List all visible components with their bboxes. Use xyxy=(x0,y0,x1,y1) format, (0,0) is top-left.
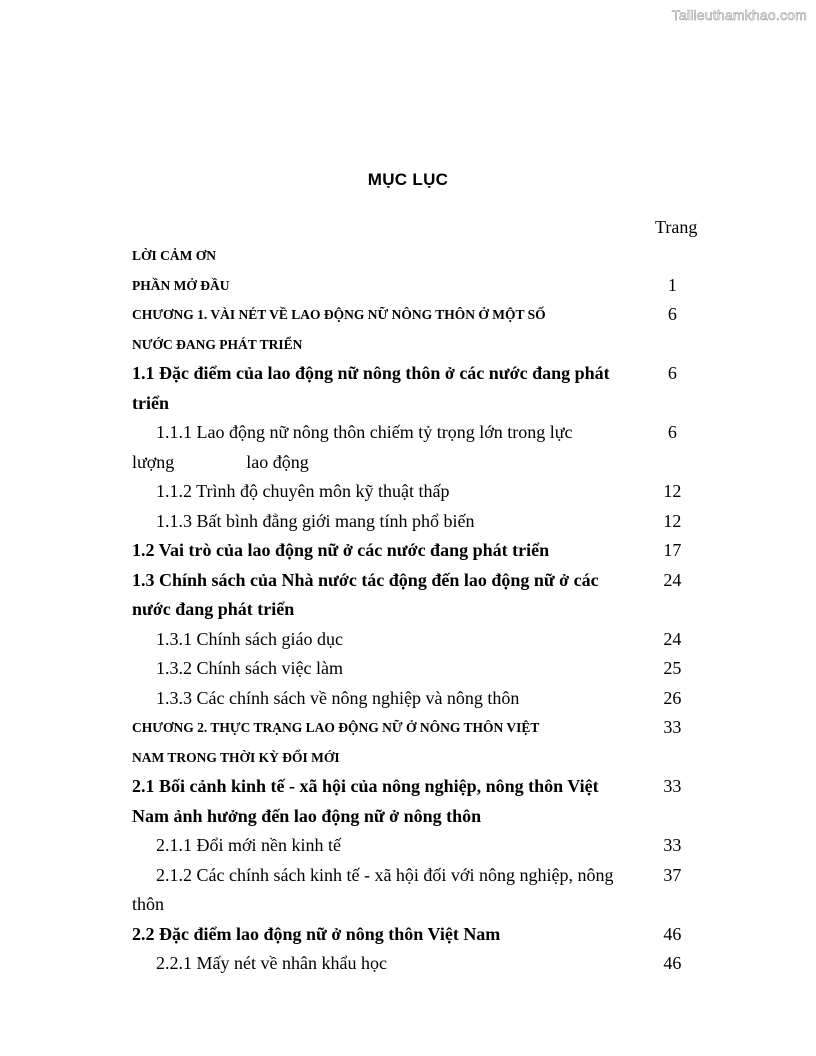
toc-entry xyxy=(132,241,702,271)
toc-entry-text xyxy=(132,654,625,684)
toc-page-number: 12 xyxy=(663,510,682,531)
toc-entry-line: NAM TRONG THỜI KỲ ĐỔI MỚI xyxy=(132,749,340,765)
toc-entry xyxy=(132,418,702,477)
toc-entry xyxy=(132,536,702,566)
toc-entry-line: lượng lao động xyxy=(132,451,309,472)
toc-entry-text xyxy=(132,625,625,655)
toc-entry-line: Nam ảnh hưởng đến lao động nữ ở nông thôn xyxy=(132,805,482,826)
toc-entry-text xyxy=(132,241,625,271)
toc-entry xyxy=(132,861,702,920)
toc-page-number: 37 xyxy=(663,864,682,885)
toc-entry-text xyxy=(132,536,625,566)
watermark-text: Tailieuthamkhao.com xyxy=(671,7,807,23)
toc-entry-text xyxy=(132,477,625,507)
toc-page-number: 26 xyxy=(663,687,682,708)
toc-entry xyxy=(132,684,702,714)
toc-entry-line: 1.1.1 Lao động nữ nông thôn chiếm tỷ trọng lớn trong lực xyxy=(156,422,573,442)
toc-page-number: 1 xyxy=(667,274,677,295)
toc-entry-line: 1.3.1 Chính sách giáo dục xyxy=(156,628,343,649)
toc-entry-line: thôn xyxy=(132,894,165,914)
toc-entry-line: 1.1.2 Trình độ chuyên môn kỹ thuật thấp xyxy=(156,481,450,501)
toc-entry-text xyxy=(132,920,625,950)
toc-page-number: 24 xyxy=(663,628,682,649)
toc-entry-text xyxy=(132,359,625,418)
toc-entry-line: 2.1.2 Các chính sách kinh tế - xã hội đối với nông nghiệp, nông xyxy=(156,864,614,885)
toc-entry-line: 2.1.1 Đổi mới nền kinh tế xyxy=(156,835,342,855)
toc-page-number: 6 xyxy=(667,363,677,383)
toc-entry-text xyxy=(132,507,625,537)
toc-entry-line: PHẦN MỞ ĐẦU xyxy=(132,277,230,293)
toc-page-number: 12 xyxy=(663,481,682,501)
toc-entry-line: 1.2 Vai trò của lao động nữ ở các nước đang phát triển xyxy=(132,540,550,560)
toc-entry-line: triển xyxy=(132,392,169,413)
toc-entry-line: 1.3.2 Chính sách việc làm xyxy=(156,658,343,678)
toc-page-number: 17 xyxy=(663,540,682,560)
toc-page-number: 33 xyxy=(663,835,682,855)
toc-entry xyxy=(132,713,702,772)
toc-entry-line: CHƯƠNG 2. THỰC TRẠNG LAO ĐỘNG NỮ Ở NÔNG THÔN VIỆT xyxy=(132,720,540,735)
toc-entry-line: 2.1 Bối cảnh kinh tế - xã hội của nông nghiệp, nông thôn Việt xyxy=(132,776,599,796)
toc-entry-text xyxy=(132,300,625,359)
toc-page-number: 46 xyxy=(663,923,682,944)
toc-entry xyxy=(132,507,702,537)
toc-entry-text xyxy=(132,418,625,477)
toc-entry-line: 1.3.3 Các chính sách về nông nghiệp và nông thôn xyxy=(156,687,520,708)
toc-entry-line: 1.3 Chính sách của Nhà nước tác động đến lao động nữ ở các xyxy=(132,569,599,590)
toc-entry xyxy=(132,920,702,950)
toc-entry xyxy=(132,566,702,625)
toc-page-number: 24 xyxy=(663,569,682,590)
toc-entry-line: 1.1.3 Bất bình đẳng giới mang tính phổ biến xyxy=(156,510,475,531)
page-title: MỤC LỤC xyxy=(367,170,449,189)
toc-entry-line: nước đang phát triển xyxy=(132,599,295,619)
toc-entry xyxy=(132,300,702,359)
table-of-contents xyxy=(132,241,702,979)
toc-page-number: 33 xyxy=(663,776,682,796)
toc-entry-text xyxy=(132,713,625,772)
toc-entry-line: CHƯƠNG 1. VÀI NÉT VỀ LAO ĐỘNG NỮ NÔNG THÔN Ở MỘT SỐ xyxy=(132,307,546,322)
toc-entry-text xyxy=(132,861,625,920)
toc-page-number: 6 xyxy=(667,304,677,324)
toc-entry xyxy=(132,831,702,861)
toc-page-number: 46 xyxy=(663,953,682,973)
toc-entry-line: 2.2 Đặc điểm lao động nữ ở nông thôn Việt Nam xyxy=(132,923,501,944)
toc-entry xyxy=(132,271,702,301)
toc-page-number: 25 xyxy=(663,658,682,678)
toc-entry-text xyxy=(132,271,625,301)
toc-entry-text xyxy=(132,772,625,831)
toc-entry xyxy=(132,477,702,507)
toc-entry-text xyxy=(132,684,625,714)
toc-entry-text xyxy=(132,949,625,979)
page-column-header: Trang xyxy=(655,217,698,237)
toc-entry-text xyxy=(132,566,625,625)
toc-entry-line: LỜI CẢM ƠN xyxy=(132,248,216,263)
toc-entry xyxy=(132,772,702,831)
toc-entry xyxy=(132,359,702,418)
toc-entry-line: 1.1 Đặc điểm của lao động nữ nông thôn ở các nước đang phát xyxy=(132,363,610,383)
toc-entry-text xyxy=(132,831,625,861)
toc-page-number: 33 xyxy=(663,717,682,737)
toc-entry xyxy=(132,654,702,684)
toc-entry xyxy=(132,625,702,655)
toc-entry-line: NƯỚC ĐANG PHÁT TRIỂN xyxy=(132,336,303,352)
toc-entry xyxy=(132,949,702,979)
toc-entry-line: 2.2.1 Mấy nét về nhân khẩu học xyxy=(156,953,387,973)
toc-page-number: 6 xyxy=(667,422,677,442)
